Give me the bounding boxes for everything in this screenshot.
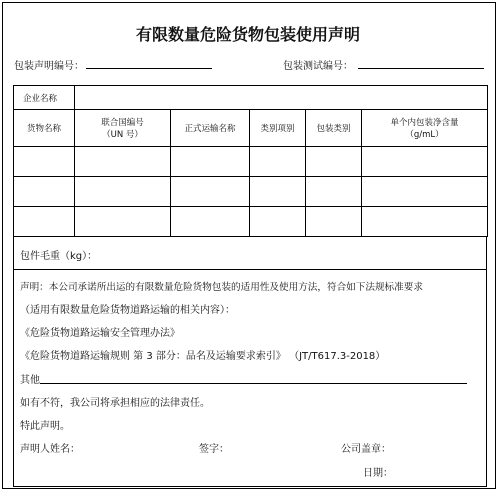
table-cell[interactable] (171, 207, 250, 237)
form-title: 有限数量危险货物包装使用声明 (135, 25, 360, 44)
company-name-label: 企业名称 (14, 86, 75, 110)
table-cell[interactable] (306, 177, 362, 207)
table-row (14, 147, 488, 177)
table-cell[interactable] (171, 147, 250, 177)
table-cell[interactable] (362, 147, 488, 177)
table-cell[interactable] (75, 177, 171, 207)
regulation-1: 《危险货物道路运输安全管理办法》 (20, 328, 180, 339)
table-cell[interactable] (75, 147, 171, 177)
statement-line-1: 声明：本公司承诺所出运的有限数量危险货物包装的适用性及使用方法，符合如下法规标准要求 (20, 282, 423, 293)
table-cell[interactable] (14, 207, 75, 237)
col-goods-name: 货物名称 (14, 110, 75, 147)
test-number-label: 包装测试编号： (283, 61, 353, 72)
table-cell[interactable] (250, 147, 306, 177)
table-cell[interactable] (250, 177, 306, 207)
goods-table (13, 85, 488, 237)
table-cell[interactable] (75, 207, 171, 237)
col-un-number: 联合国编号 （UN 号） (75, 110, 171, 147)
gross-weight-label: 包件毛重（kg）： (20, 251, 98, 262)
divider (14, 269, 486, 270)
table-cell[interactable] (171, 177, 250, 207)
statement-line-2: （适用有限数量危险货物道路运输的相关内容）： (20, 305, 235, 316)
regulation-2: 《危险货物道路运输规则 第 3 部分：品名及运输要求索引》 （JT/T617.3-2018） (20, 351, 386, 362)
col-net-quantity: 单个内包装净含量 （g/mL） (362, 110, 488, 147)
hereby-declare: 特此声明。 (20, 421, 70, 432)
table-cell[interactable] (362, 177, 488, 207)
other-field[interactable] (40, 383, 467, 384)
table-row (14, 207, 488, 237)
liability-statement: 如有不符，我公司将承担相应的法律责任。 (20, 398, 210, 409)
declaration-section (13, 237, 487, 487)
table-row (14, 177, 488, 207)
table-cell[interactable] (250, 207, 306, 237)
other-label: 其他 (20, 375, 40, 386)
col-shipping-name: 正式运输名称 (171, 110, 250, 147)
col-class: 类别项别 (250, 110, 306, 147)
signature-label: 签字： (199, 444, 229, 455)
date-label: 日期： (363, 468, 393, 479)
table-cell[interactable] (14, 177, 75, 207)
table-cell[interactable] (362, 207, 488, 237)
test-number-field[interactable] (358, 68, 484, 69)
declaration-number-field[interactable] (86, 68, 212, 69)
col-packing-group: 包装类别 (306, 110, 362, 147)
company-name-field[interactable] (75, 86, 488, 110)
company-seal-label: 公司盖章： (341, 444, 391, 455)
table-cell[interactable] (306, 147, 362, 177)
table-cell[interactable] (306, 207, 362, 237)
declarant-name-label: 声明人姓名： (20, 444, 80, 455)
declaration-number-label: 包装声明编号： (14, 61, 84, 72)
table-cell[interactable] (14, 147, 75, 177)
